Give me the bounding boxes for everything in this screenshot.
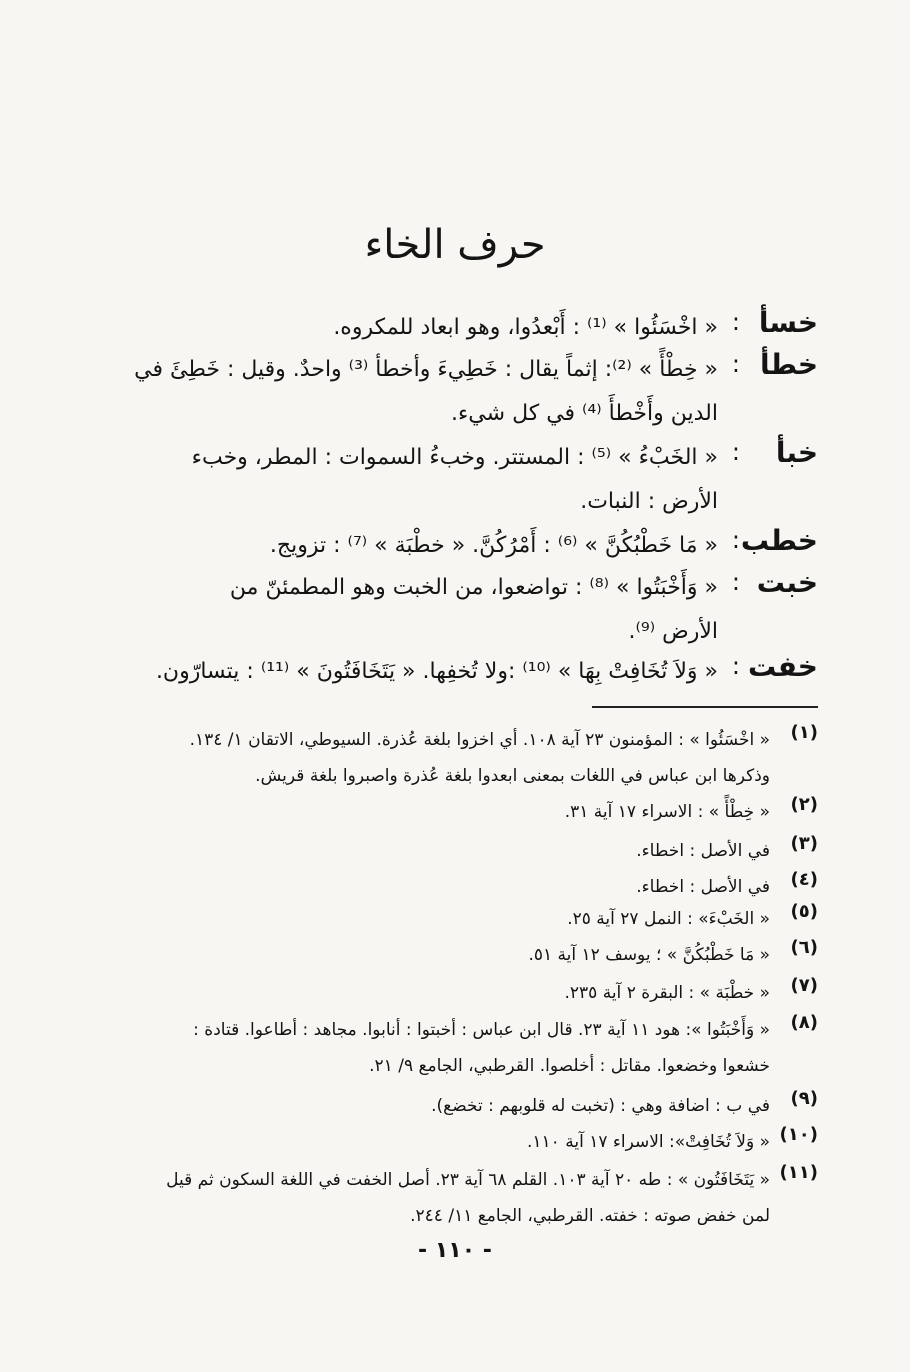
footnote-text: [100, 1012, 770, 1084]
footnote-line: وذكرها ابن عباس في اللغات بمعنى ابعدوا بلغة عُذرة واصبروا بلغة قريش.: [255, 766, 770, 786]
footnote-line: « يَتَخَافَتُون » : طه ٢٠ آية ١٠٣. القلم ٦٨ آية ٢٣. أصل الخفت في اللغة السكون ثم قيل: [166, 1170, 770, 1190]
footnote-text: [100, 1088, 770, 1124]
entry-colon: :: [731, 350, 740, 378]
footnote-text: [100, 937, 770, 973]
entry-colon: :: [731, 568, 740, 596]
entry-headword: خبت: [756, 566, 818, 599]
entry-khaba: [138, 436, 818, 524]
footnote-line: خشعوا وخضعوا. مقاتل : أخلصوا. القرطبي، الجامع ٩/ ٢١.: [369, 1056, 770, 1076]
page-number: - ١١٠ -: [418, 1238, 492, 1263]
entry-definition: [138, 306, 718, 350]
entry-khatb: [138, 524, 818, 568]
definition-line: الأرض : النبات.: [580, 489, 718, 514]
footnote-line: في الأصل : اخطاء.: [636, 877, 770, 897]
footnote-text: [100, 833, 770, 869]
footnote-divider: [592, 706, 818, 708]
footnote-number: (٤): [790, 869, 818, 890]
footnote-number: (٧): [790, 975, 818, 996]
entry-definition: [138, 650, 718, 694]
definition-line: « مَا خَطْبُكُنَّ » ⁽⁶⁾ : أَمْرُكُنَّ. « خطْبَة » ⁽⁷⁾ : تزويج.: [269, 533, 718, 558]
footnote-1: [100, 722, 818, 794]
footnote-number: (٦): [790, 937, 818, 958]
footnote-text: [100, 975, 770, 1011]
footnote-text: [100, 1162, 770, 1234]
footnote-number: (١٠): [779, 1124, 818, 1145]
footnote-text: [100, 794, 770, 830]
page-title: حرف الخاء: [364, 222, 546, 268]
definition-line: « الخَبْءُ » ⁽⁵⁾ : المستتر. وخبءُ السموات : المطر، وخبء: [191, 445, 718, 470]
footnote-line: لمن خفض صوته : خفته. القرطبي، الجامع ١١/ ٢٤٤.: [410, 1206, 770, 1226]
definition-line: « وَلاَ تُخَافِتْ بِهَا » ⁽¹⁰⁾ :ولا تُخفِها. « يَتَخَافَتُونَ » ⁽¹¹⁾ : يتسارّون.: [155, 659, 718, 684]
footnote-text: [100, 901, 770, 937]
definition-line: الأرض ⁽⁹⁾.: [628, 619, 718, 644]
entry-khabt: [138, 566, 818, 654]
footnote-number: (٨): [790, 1012, 818, 1033]
footnote-number: (١): [790, 722, 818, 743]
footnote-line: « خطْبَة » : البقرة ٢ آية ٢٣٥.: [564, 983, 770, 1003]
definition-line: الدين وأَخْطأَ ⁽⁴⁾ في كل شيء.: [450, 401, 718, 426]
entry-definition: [138, 566, 718, 654]
footnote-line: « وَلاَ تُخَافِتْ»: الاسراء ١٧ آية ١١٠.: [527, 1132, 770, 1152]
footnote-number: (٥): [790, 901, 818, 922]
definition-line: « خِطْأً » ⁽²⁾: إثماً يقال : خَطِيءَ وأخطأ ⁽³⁾ واحدٌ. وقيل : خَطِئَ في: [134, 357, 718, 382]
entry-khasa: [138, 306, 818, 350]
footnote-line: في الأصل : اخطاء.: [636, 841, 770, 861]
entry-headword: خطأ: [760, 348, 818, 381]
footnote-line: « اخْسَئُوا » : المؤمنون ٢٣ آية ١٠٨. أي اخزوا بلغة عُذرة. السيوطي، الاتقان ١/ ١٣٤.: [189, 730, 770, 750]
entry-colon: :: [731, 526, 740, 554]
footnote-text: [100, 722, 770, 794]
entry-definition: [138, 524, 718, 568]
footnote-line: « خِطْأً » : الاسراء ١٧ آية ٣١.: [564, 802, 770, 822]
definition-line: « اخْسَئُوا » ⁽¹⁾ : أَبْعدُوا، وهو ابعاد للمكروه.: [333, 315, 718, 340]
entry-headword: خسأ: [758, 306, 818, 339]
footnote-number: (١١): [779, 1162, 818, 1183]
footnote-11: [100, 1162, 818, 1234]
footnote-line: « مَا خَطْبُكُنَّ » ؛ يوسف ١٢ آية ٥١.: [528, 945, 770, 965]
footnote-number: (٢): [790, 794, 818, 815]
footnote-8: [100, 1012, 818, 1084]
entry-headword: خبأ: [775, 436, 818, 469]
entry-colon: :: [731, 652, 740, 680]
entry-colon: :: [731, 438, 740, 466]
footnote-number: (٣): [790, 833, 818, 854]
entry-khaft: [138, 650, 818, 694]
footnote-line: « وَأَخْبَتُوا »: هود ١١ آية ٢٣. قال ابن عباس : أخبتوا : أنابوا. مجاهد : أطاعوا. قتادة :: [193, 1020, 770, 1040]
entry-headword: خفت: [748, 650, 818, 683]
footnote-text: [100, 869, 770, 905]
footnote-text: [100, 1124, 770, 1160]
entry-khata: [134, 348, 818, 436]
footnote-line: في ب : اضافة وهي : (تخبت له قلوبهم : تخضع).: [431, 1096, 770, 1116]
entry-definition: [134, 348, 718, 436]
entry-definition: [138, 436, 718, 524]
footnote-number: (٩): [790, 1088, 818, 1109]
entry-colon: :: [731, 308, 740, 336]
definition-line: « وَأَخْبَتُوا » ⁽⁸⁾ : تواضعوا، من الخبت وهو المطمئنّ من: [229, 575, 718, 600]
footnote-line: « الخَبْءَ» : النمل ٢٧ آية ٢٥.: [567, 909, 770, 929]
entry-headword: خطب: [740, 524, 818, 557]
